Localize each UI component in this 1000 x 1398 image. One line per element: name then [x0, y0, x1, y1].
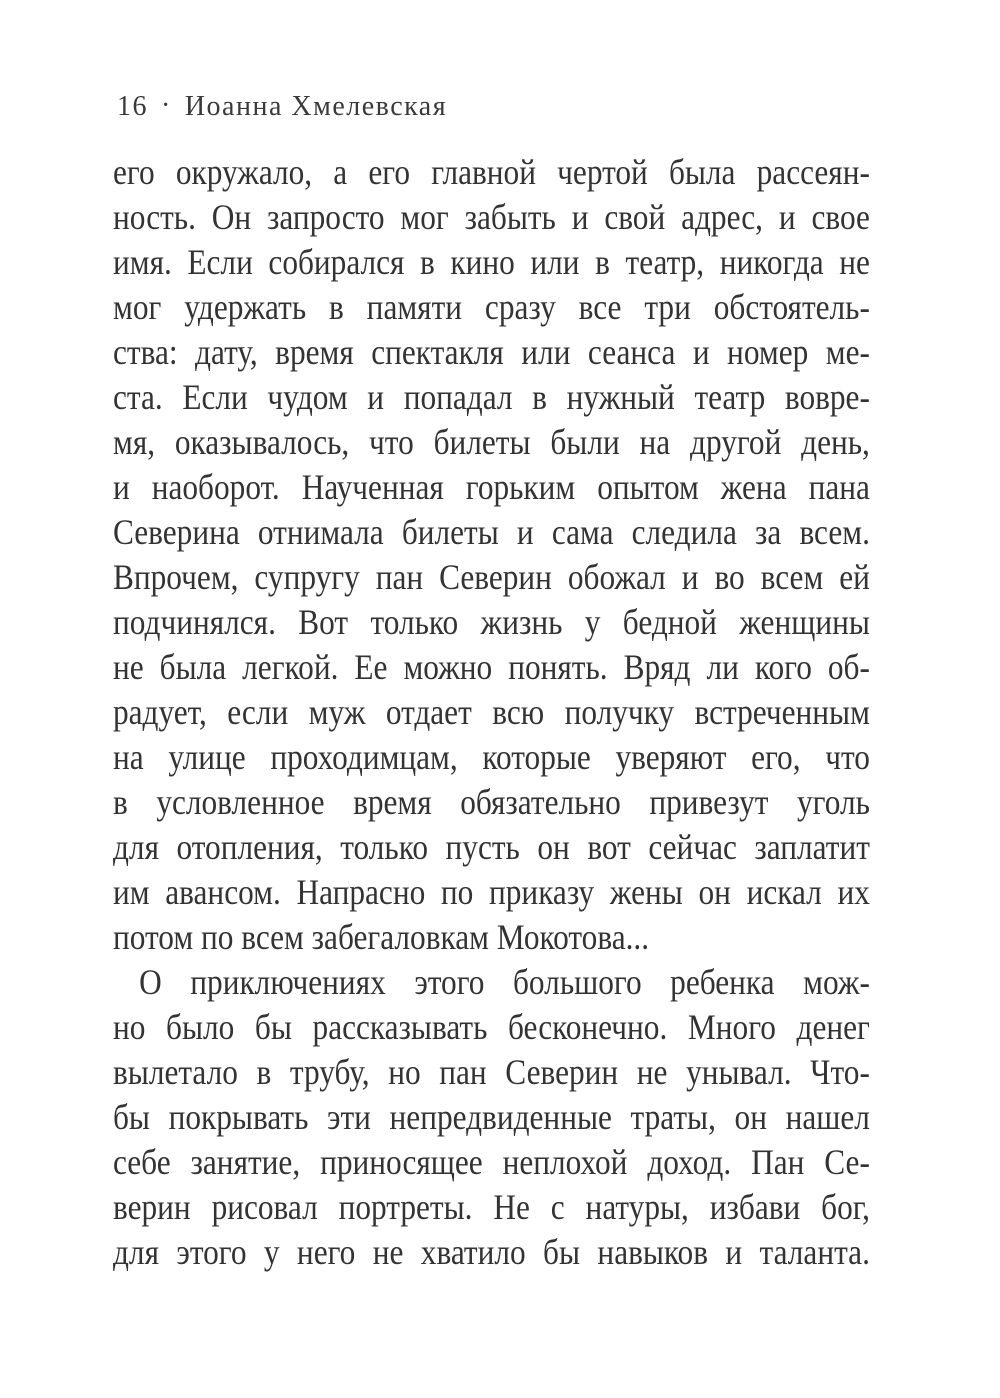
text-line: но было бы рассказывать бесконечно. Много денег [113, 1007, 870, 1047]
text-line: не была легкой. Ее можно понять. Вряд ли кого об- [113, 647, 870, 687]
text-line: верин рисовал портреты. Не с натуры, избави бог, [113, 1187, 870, 1227]
text-line: для отопления, только пусть он вот сейчас заплатит [113, 827, 870, 867]
running-header [117, 90, 447, 123]
text-line: им авансом. Напрасно по приказу жены он искал их [113, 872, 870, 912]
text-line: О приключениях этого большого ребенка мож- [139, 962, 870, 1002]
text-line: его окружало, а его главной чертой была рассеян- [113, 152, 870, 192]
text-line: Впрочем, супругу пан Северин обожал и во всем ей [113, 557, 870, 597]
text-line: и наоборот. Наученная горьким опытом жена пана [113, 467, 870, 507]
text-line: для этого у него не хватило бы навыков и таланта. [113, 1232, 870, 1272]
text-line: имя. Если собирался в кино или в театр, никогда не [113, 242, 870, 282]
text-line: ста. Если чудом и попадал в нужный театр вовре- [113, 377, 870, 417]
text-line: мя, оказывалось, что билеты были на другой день, [113, 422, 870, 462]
header-separator-dot: · [161, 90, 172, 121]
paragraph [113, 150, 870, 960]
page-number: 16 [117, 91, 148, 122]
text-line: ства: дату, время спектакля или сеанса и номер ме- [113, 332, 870, 372]
text-line: подчинялся. Вот только жизнь у бедной женщины [113, 602, 870, 642]
text-line: радует, если муж отдает всю получку встреченным [113, 692, 870, 732]
text-line: вылетало в трубу, но пан Северин не унывал. Что- [113, 1052, 870, 1092]
text-line: бы покрывать эти непредвиденные траты, он нашел [113, 1097, 870, 1137]
text-line: себе занятие, приносящее неплохой доход. Пан Се- [113, 1142, 870, 1182]
text-line: Северина отнимала билеты и сама следила за всем. [113, 512, 870, 552]
text-line: потом по всем забегаловкам Мокотова... [113, 917, 650, 957]
text-line: ность. Он запросто мог забыть и свой адрес, и свое [113, 197, 870, 237]
text-line: на улице проходимцам, которые уверяют его, что [113, 737, 870, 777]
paragraph [113, 960, 870, 1275]
text-line: в условленное время обязательно привезут уголь [113, 782, 870, 822]
text-line: мог удержать в памяти сразу все три обстоятель- [113, 287, 870, 327]
author-name: Иоанна Хмелевская [184, 91, 448, 122]
body-text [113, 150, 870, 1275]
